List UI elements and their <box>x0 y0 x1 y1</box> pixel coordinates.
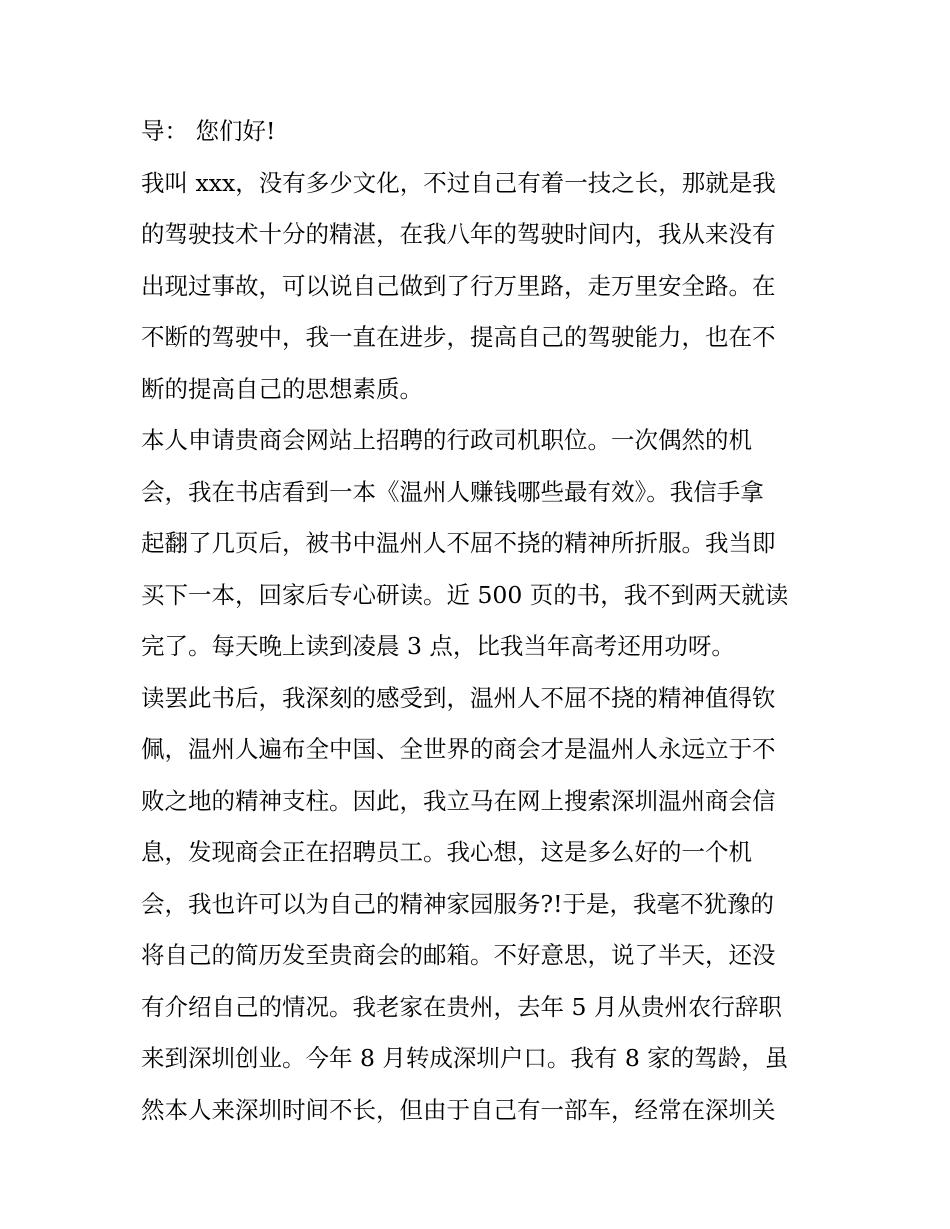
text-line: 完了。每天晚上读到凌晨 3 点，比我当年高考还用功呀。 <box>141 632 735 660</box>
text-line: 会，我在书店看到一本《温州人赚钱哪些最有效》。我信手拿 <box>141 477 764 506</box>
text-line: 出现过事故，可以说自己做到了行万里路，走万里安全路。在 <box>141 271 776 300</box>
text-line: 我叫 xxx，没有多少文化，不过自己有着一技之长，那就是我 <box>141 168 776 197</box>
text-line: 断的提高自己的思想素质。 <box>141 374 423 403</box>
text-line: 来到深圳创业。今年 8 月转成深圳户口。我有 8 家的驾龄，虽 <box>141 1044 789 1072</box>
text-line: 本人申请贵商会网站上招聘的行政司机职位。一次偶然的机 <box>141 426 752 454</box>
text-line: 的驾驶技术十分的精湛，在我八年的驾驶时间内，我从来没有 <box>141 220 776 248</box>
text-line: 有介绍自己的情况。我老家在贵州，去年 5 月从贵州农行辞职 <box>141 992 782 1021</box>
text-line: 然本人来深圳时间不长，但由于自己有一部车，经常在深圳关 <box>141 1095 776 1124</box>
text-line: 起翻了几页后，被书中温州人不屈不挠的精神所折服。我当即 <box>141 529 776 557</box>
text-line: 佩，温州人遍布全中国、全世界的商会才是温州人永远立于不 <box>141 735 776 763</box>
text-line: 读罢此书后，我深刻的感受到，温州人不屈不挠的精神值得钦 <box>141 683 776 712</box>
text-line: 败之地的精神支柱。因此，我立马在网上搜索深圳温州商会信 <box>141 786 776 815</box>
text-line: 将自己的简历发至贵商会的邮箱。不好意思，说了半天，还没 <box>141 941 776 969</box>
text-line: 不断的驾驶中，我一直在进步，提高自己的驾驶能力，也在不 <box>141 323 776 351</box>
text-line: 会，我也许可以为自己的精神家园服务?!于是，我毫不犹豫的 <box>141 889 775 918</box>
text-line-greeting: 导： 您们好! <box>141 117 276 145</box>
letter-body <box>141 106 813 1136</box>
text-line: 买下一本，回家后专心研读。近 500 页的书，我不到两天就读 <box>141 580 789 609</box>
text-line: 息，发现商会正在招聘员工。我心想，这是多么好的一个机 <box>141 838 752 866</box>
